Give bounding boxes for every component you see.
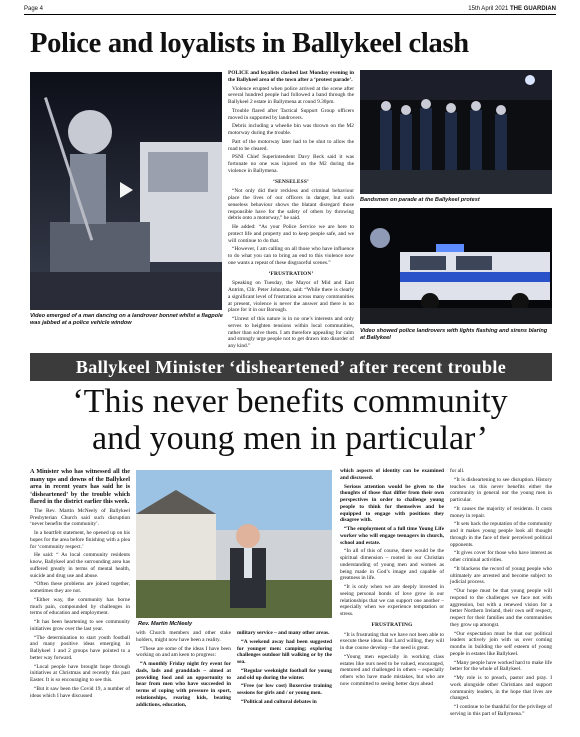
story-minister-para: “Local people have brought hope through initiatives at Christmas and recently this past Easter. It is so encouraging to see this. (30, 663, 130, 684)
story-minister-col1 (30, 468, 130, 701)
play-icon[interactable] (120, 182, 133, 198)
story-minister-para: In a heartfelt statement, he opened up on his hopes for the area before finishing with a plea for ‘community respect.’ (30, 530, 130, 550)
story-minister-para: “These are some of the ideas I have been working on and am keen to progress: (136, 645, 231, 659)
story-minister-para: “It is only when we are deeply invested in seeing personal bonds of love grow in our relationships that we can support one another – especially when we experience temptation or stress. (340, 584, 444, 617)
story-minister-para: “It blackens the record of young people who ultimately are arrested and become subject to judicial process. (450, 565, 552, 586)
subhead-senseless: ‘SENSELESS’ (272, 178, 310, 185)
story-clash-para: “However, I am calling on all those who have influence to do what you can to bring an end to this violence now one wants a repeat of these disgraceful scenes.” (228, 246, 354, 266)
story-minister-para: “Either way, the community has borne much pain, compounded by challenges in terms of education and employment. (30, 596, 130, 617)
story-minister-para: with Church members and other stake holders, might now have been a reality. (136, 630, 231, 643)
story-clash-para: “Not only did their reckless and criminal behaviour place the lives of our officers in danger, but such senseless behaviour shows the blatant disregard those responsible have for the safety of others by throwing debris onto a motorway,” he said. (228, 188, 354, 222)
story-minister-para: for all. (450, 468, 465, 474)
story-clash-para: Violence erupted when police arrived at the scene after several hundred people had followed a band through the Ballykeel 2 estate in Ballymena at round 9.30pm. (228, 85, 354, 105)
story-minister-bold: military service – and many other areas. (237, 630, 330, 636)
story-minister-para: “It gives cover for those who have interest as other criminal activities. (450, 550, 552, 563)
story-clash-para: He added: “As your Police Service we are here to protect life and property and to keep people safe, and we will continue to do that. (228, 224, 354, 244)
story-minister-para: “Young men especially in working class estates like ours need to be valued, encouraged, mentored and challenged in others – especially others who have made mistakes, but who are now committed to seeing better days ahead (340, 653, 444, 687)
story-minister-bold: “Free (or low cost) Boxercise training sessions for girls and / or young men. (237, 683, 332, 696)
story-minister-lead: A Minister who has witnessed all the many ups and downs of the Ballykeel area in recent years has said he is ‘disheartened’ by the trouble which flared in the district earlier this week. (30, 468, 130, 506)
story-clash-para: Debris including a wheelie bin was thrown on the M2 motorway during the trouble. (228, 123, 354, 136)
photo-bandsmen[interactable] (360, 70, 552, 194)
story-minister-para: “In all of this of course, there would be the spiritual dimension – rooted in our Christian understanding of young men and women as being made in God’s image and capable of greatness in life. (340, 548, 444, 582)
story-minister-para: “I continue to be thankful for the privilege of serving in this part of Ballymena.” (450, 704, 552, 717)
story-minister-para: “My role is to preach, pastor and pray. I work alongside other Christians and support community leaders, in the hope that lives are changed. (450, 675, 552, 702)
header-rule (24, 14, 556, 15)
story-minister-bold: “The employment of a full time Young Life worker who will engage teenagers in church, school and estate. (340, 526, 444, 546)
page-number: Page 4 (24, 6, 44, 12)
story-clash-para: Part of the motorway later had to be shut to allow the road to be cleared. (228, 138, 354, 152)
story-minister-col4 (340, 468, 444, 690)
caption-landrover: Video emerged of a man dancing on a landrover bonnet whilst a flagpole was jabbed at a police vehicle window (30, 313, 223, 326)
caption-bandsmen: Bandsmen on parade at the Ballykeel protest (360, 197, 480, 203)
headline-quote-line2: and young men in particular’ (92, 419, 488, 457)
story-minister-para: “It is frustrating that we have not been able to execute these ideas. But Lord willing, they will in due course develop – the need is great. (340, 631, 444, 651)
story-minister-para: “But it saw been the Covid 19, a number of ideas which I have discussed (30, 685, 130, 699)
story-clash-para: Speaking on Tuesday, the Mayor of Mid and East Antrim, Cllr. Peter Johnston, said: “While there is clearly a significant level of frustration across many communities at present, violence is never the answer and there is no place for it in our Borough. (228, 280, 354, 314)
headline-quote-line1: ‘This never benefits community (72, 383, 508, 420)
photo-police-landrovers[interactable] (360, 208, 552, 324)
story-minister-para: “Often these problems are joined together, sometimes they are not. (30, 581, 130, 595)
subhead-frustrating: FRUSTRATING (371, 621, 413, 628)
story-clash-para: Trouble flared after Tactical Support Group officers moved in supported by landrovers. (228, 107, 354, 121)
story-minister-para: He said: “ As local community residents know, Ballykeel and the surrounding area has suffered greatly in terms of mental health, suicide and drug use and abuse. (30, 552, 130, 579)
photo-minister-art (136, 470, 332, 618)
photo-minister[interactable] (136, 470, 332, 618)
photo-bandsmen-art (360, 70, 552, 194)
subhead-frustration: ‘FRUSTRATION’ (268, 270, 314, 277)
story-minister-para: “It causes the majority of residents. It costs money in repair. (450, 505, 552, 519)
brand-name: THE GUARDIAN (510, 6, 556, 12)
story-minister-para: “Many people have worked hard to make life better for the whole of Ballykeel. (450, 659, 552, 673)
story-minister-para: “Our expectation must be that our political leaders actively join with us over coming months in building the self esteem of young people in estates like Ballykeel. (450, 630, 552, 657)
photo-police-landrovers-art (360, 208, 552, 324)
headline-quote (20, 384, 560, 457)
story-clash-para: PSNI Chief Superintendent Davy Beck said it was fortunate no one was injured on the M2 during the violence in Ballymena. (228, 154, 354, 174)
story-minister-bold: “A monthly Friday night fry event for dads, lads and granddads – aimed at providing food and an opportunity to hear from men who have succeeded in terms of coping with pressure in sport, relationships, rearing kids, beating addictions, education, (136, 661, 231, 708)
story-minister-bold: “Political and cultural debates in (241, 698, 317, 705)
headline-clash: Police and loyalists in Ballykeel clash (30, 28, 469, 59)
story-minister-para: “It is disheartening to see disruption. History teaches us this never benefits either the community in general nor the young men in particular. (450, 476, 552, 503)
story-minister-bold: Serious attention would be given to the thoughts of those that differ from their own perspectives in order to challenge young people to think for themselves and be equipped to engage with positions they disagree with. (340, 483, 444, 524)
story-minister-para: “Our hope must be that young people will respond to the challenges we face not with aggression, but with a renewed vision for a better Northern Ireland, their own self respect, respect for their families and the communities they grow up amongst. (450, 588, 552, 628)
issue-date (468, 6, 556, 12)
story-minister-bold: “Regular weeknight football for young and old up during the winter. (237, 667, 332, 681)
story-minister-bold: “A weekend away had been suggested for younger men: camping; exploring challenges outdoor hill walking or by the sea. (237, 638, 332, 665)
story-minister-bold: which aspects of identity can be examined and discussed. (340, 468, 444, 481)
date-text: 15th April 2021 (468, 6, 509, 12)
story-minister-para: “It sets back the reputation of the community and it makes young people look all thought through in the face of their perceived political opponents. (450, 521, 552, 548)
story-clash-text (228, 70, 354, 352)
banner-minister: Ballykeel Minister ‘disheartened’ after recent trouble (30, 353, 552, 381)
photo-landrover-dance[interactable] (30, 72, 222, 310)
story-minister-para: “The determination to start youth football and many positive ideas emerging in Ballykeel 1 and 2 groups have pointed to a better way forward. (30, 634, 130, 661)
story-minister-col3 (237, 630, 332, 708)
story-minister-para: The Rev. Martin McNeely of Ballykeel Presbyterian Church said such disruption ‘never benefits the community’. (30, 507, 130, 528)
story-clash-lead: POLICE and loyalists clashed last Monday evening in the Ballykeel area of the town after a ‘protest parade’. (228, 70, 354, 83)
caption-police-landrovers: Video showed police landrovers with lights flashing and sirens blaring at Ballykeel (360, 328, 548, 341)
story-clash-para: “Unrest of this nature is in no one’s interests and only serves to heighten tensions within local communities, rather than solve them. I am therefore appealing for calm and strongly urge people not to get drawn into disorder of any kind.” (228, 316, 354, 349)
story-minister-col5 (450, 468, 552, 720)
story-minister-col2 (136, 630, 231, 710)
story-minister-para: “It has been heartening to see community initiatives grow over the last year. (30, 619, 130, 632)
caption-minister: Rev. Martin McNeely (138, 621, 193, 627)
